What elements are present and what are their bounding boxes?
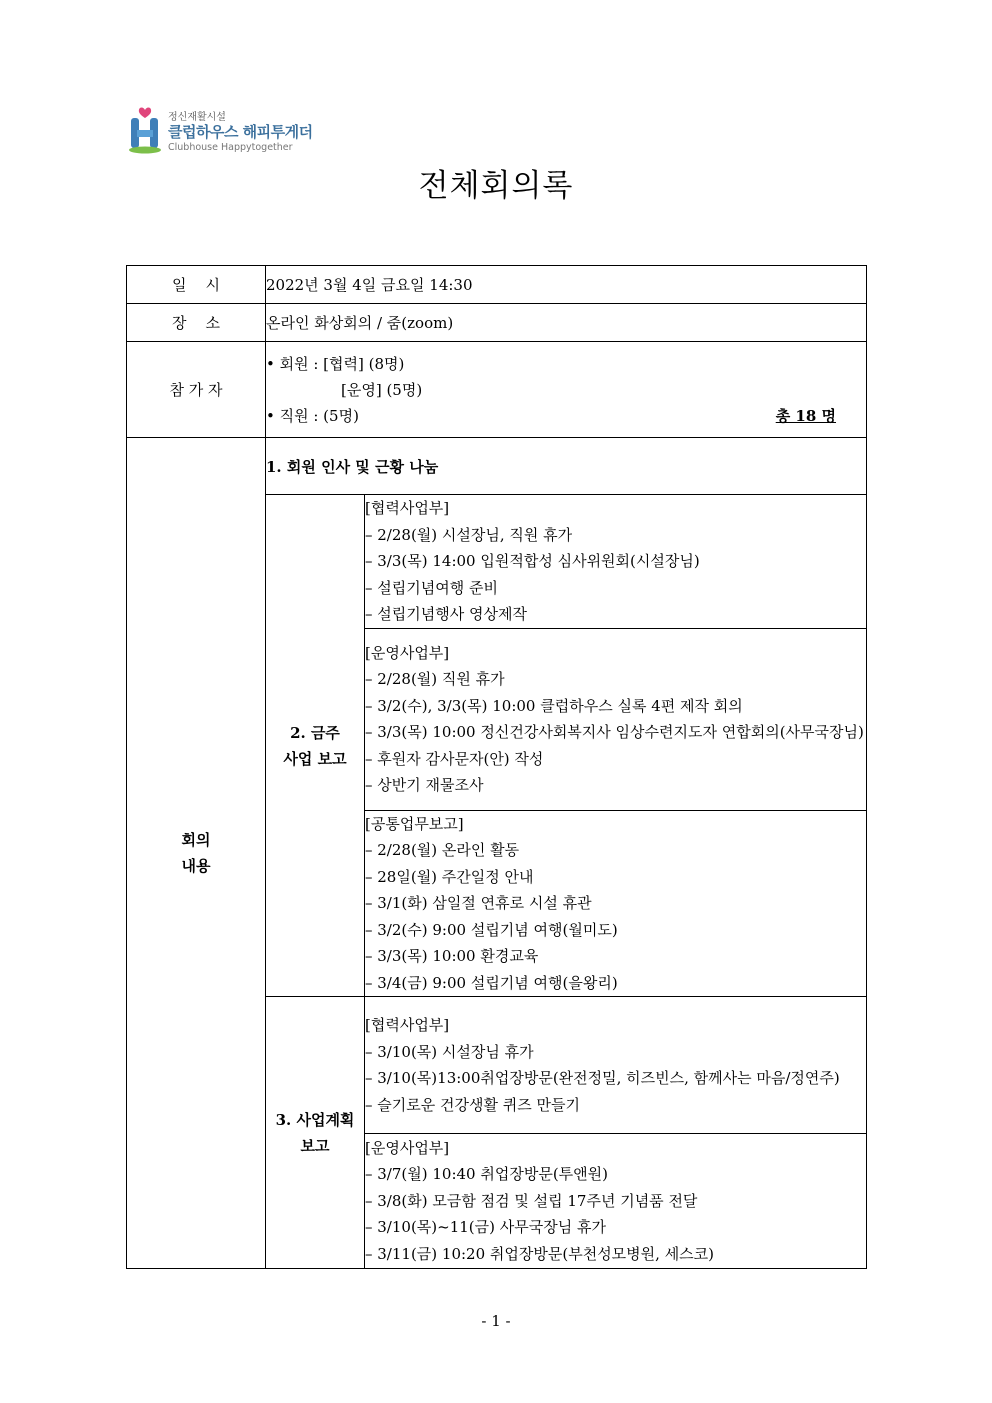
list-item: – 3/3(목) 10:00 정신건강사회복지사 임상수련지도자 연합회의(사무국장님) <box>365 723 864 741</box>
block-header: [운영사업부] <box>365 1138 450 1157</box>
place-label: 장 소 <box>127 304 266 342</box>
attendees-total: 총 18 명 <box>775 406 837 425</box>
list-item: – 3/2(수) 9:00 설립기념 여행(월미도) <box>365 920 618 939</box>
list-item: – 슬기로운 건강생활 퀴즈 만들기 <box>365 1095 580 1114</box>
list-item: – 3/10(목) 시설장님 휴가 <box>365 1042 534 1061</box>
list-item: – 3/7(월) 10:40 취업장방문(투앤원) <box>365 1165 608 1184</box>
attendees-members-ops: [운영] (5명) <box>341 380 423 399</box>
list-item: – 설립기념여행 준비 <box>365 578 498 597</box>
list-item: – 3/4(금) 9:00 설립기념 여행(을왕리) <box>365 973 618 992</box>
list-item: – 설립기념행사 영상제작 <box>365 605 527 623</box>
date-row <box>127 266 867 304</box>
list-item: – 3/3(목) 10:00 환경교육 <box>365 947 539 965</box>
list-item: – 3/11(금) 10:20 취업장방문(부천성모병원, 세스코) <box>365 1244 715 1263</box>
section1-row <box>127 438 867 495</box>
list-item: – 후원자 감사문자(안) 작성 <box>365 749 544 768</box>
list-item: – 3/1(화) 삼일절 연휴로 시설 휴관 <box>365 894 592 912</box>
list-item: – 3/10(목)13:00취업장방문(완전정밀, 히즈빈스, 함께사는 마음/정연주) <box>365 1069 840 1087</box>
section3-block1 <box>365 997 867 1134</box>
section2-block1 <box>365 495 867 629</box>
list-item: – 2/28(월) 시설장님, 직원 휴가 <box>365 525 573 544</box>
section3-block2 <box>365 1134 867 1269</box>
list-item: – 3/2(수), 3/3(목) 10:00 클럽하우스 실록 4편 제작 회의 <box>365 696 743 715</box>
content-label-line2: 내용 <box>181 857 211 875</box>
block-header: [협력사업부] <box>365 499 450 517</box>
date-value: 2022년 3월 4일 금요일 14:30 <box>266 266 867 304</box>
attendees-staff-line <box>266 403 866 429</box>
list-item: – 28일(월) 주간일정 안내 <box>365 867 534 886</box>
attendees-staff: • 직원 : (5명) <box>266 406 359 425</box>
section2-block3 <box>365 810 867 997</box>
list-item: – 3/8(화) 모금함 점검 및 설립 17주년 기념품 전달 <box>365 1191 698 1210</box>
section2-block2 <box>365 628 867 810</box>
content-label <box>127 438 266 1269</box>
block-header: [운영사업부] <box>365 643 450 662</box>
page-number: - 1 - <box>481 1312 511 1330</box>
logo-subtitle: 정신재활시설 <box>168 112 226 123</box>
date-label: 일 시 <box>127 266 266 304</box>
logo-name: 클럽하우스 해피투게더 <box>168 123 313 141</box>
logo-english: Clubhouse Happytogether <box>168 142 293 153</box>
attendees-row <box>127 342 867 438</box>
attendees-value <box>266 342 867 438</box>
list-item: – 2/28(월) 온라인 활동 <box>365 841 520 859</box>
block-header: [협력사업부] <box>365 1016 450 1034</box>
section2-label <box>266 495 365 997</box>
logo <box>128 104 368 156</box>
list-item: – 상반기 재물조사 <box>365 776 484 794</box>
list-item: – 3/10(목)~11(금) 사무국장님 휴가 <box>365 1218 606 1237</box>
attendees-label: 참 가 자 <box>127 342 266 438</box>
minutes-table <box>126 265 867 1269</box>
attendees-members-coop: • 회원 : [협력] (8명) <box>266 354 405 373</box>
place-row <box>127 304 867 342</box>
section3-label-line1: 3. 사업계획 <box>275 1110 355 1129</box>
section3-label <box>266 997 365 1269</box>
list-item: – 3/3(목) 14:00 입원적합성 심사위원회(시설장님) <box>365 552 700 570</box>
list-item: – 2/28(월) 직원 휴가 <box>365 670 505 688</box>
section1-title: 1. 회원 인사 및 근황 나눔 <box>266 438 867 495</box>
place-value: 온라인 화상회의 / 줌(zoom) <box>266 304 867 342</box>
section2-label-line2: 사업 보고 <box>283 749 347 768</box>
clubhouse-h-heart-logo-icon <box>128 104 162 154</box>
page-title: 전체회의록 <box>418 168 574 204</box>
content-label-line1: 회의 <box>181 831 211 849</box>
section3-label-line2: 보고 <box>300 1136 330 1155</box>
section2-label-line1: 2. 금주 <box>290 723 340 742</box>
block-header: [공통업무보고] <box>365 814 464 833</box>
